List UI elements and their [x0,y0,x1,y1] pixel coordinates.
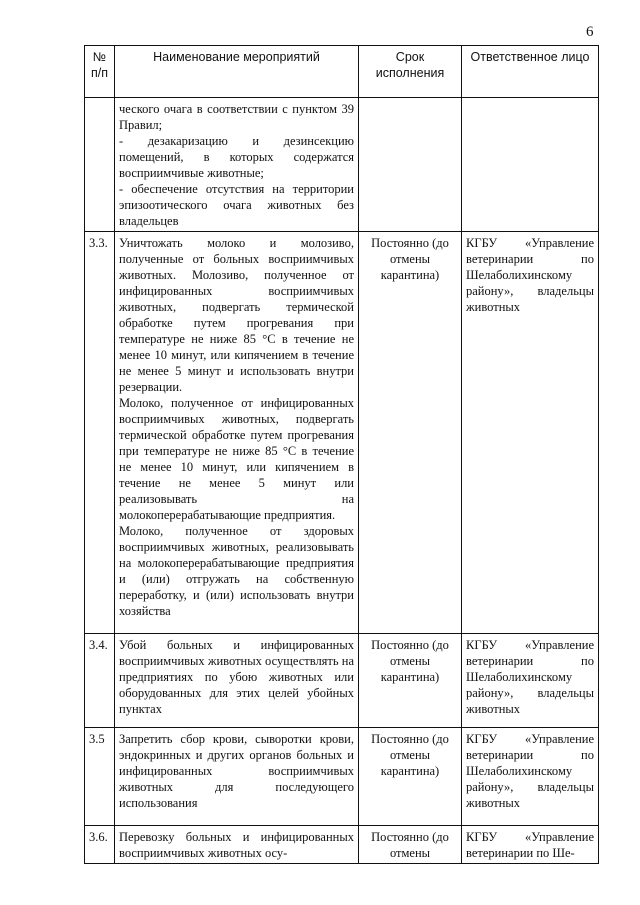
paragraph: Перевозку больных и инфицированных восприимчивых животных осу- [119,830,354,860]
paragraph: Молоко, полученное от здоровых восприимчивых животных, реализовывать на молокоперерабатывающие предприятия и (или) отгружать на собственную переработку, и (или) использовать внутри хозяйства [119,524,354,618]
table-row [85,634,599,728]
row-responsible: КГБУ «Управление ветеринарии по Шелаболихинскому району», владельцы животных [462,232,599,634]
paragraph: Запретить сбор крови, сыворотки крови, эндокринных и других органов больных и инфицированных восприимчивых животных для последующего использования [119,732,354,810]
table-row [85,826,599,864]
row-term: Постоянно (до отмены [359,826,462,864]
row-description [115,232,359,634]
row-term [359,98,462,232]
paragraph: - обеспечение отсутствия на территории эпизоотического очага животных без владельцев [119,182,354,228]
measures-table [84,45,599,864]
row-description [115,98,359,232]
row-responsible [462,98,599,232]
header-term: Срок исполнения [359,46,462,98]
row-responsible: КГБУ «Управление ветеринарии по Ше- [462,826,599,864]
row-description [115,826,359,864]
paragraph: - дезакаризацию и дезинсекцию помещений, в которых содержатся восприимчивые животные; [119,134,354,180]
header-num: № п/п [85,46,115,98]
header-name: Наименование мероприятий [115,46,359,98]
row-term: Постоянно (до отмены карантина) [359,728,462,826]
paragraph: Молоко, полученное от инфицированных восприимчивых животных, подвергать термической обработке путем прогревания при температуре не ниже 85 °С в течение не менее 10 минут, или кипячением в течение не менее 5 минут или реализовывать на молокоперерабатывающие предприятия. [119,396,354,522]
row-num: 3.4. [85,634,115,728]
row-description [115,728,359,826]
row-num [85,98,115,232]
header-responsible: Ответственное лицо [462,46,599,98]
row-num: 3.5 [85,728,115,826]
paragraph: ческого очага в соответствии с пунктом 39 Правил; [119,102,354,132]
row-num: 3.3. [85,232,115,634]
row-num: 3.6. [85,826,115,864]
row-term: Постоянно (до отмены карантина) [359,232,462,634]
table-row [85,98,599,232]
table-row [85,728,599,826]
table-row [85,232,599,634]
row-description [115,634,359,728]
paragraph: Убой больных и инфицированных восприимчивых животных осуществлять на предприятиях по убою животных или оборудованных для этих целей убойных пунктах [119,638,354,716]
page-number: 6 [586,24,594,40]
table-header-row [85,46,599,98]
row-responsible: КГБУ «Управление ветеринарии по Шелаболихинскому району», владельцы животных [462,634,599,728]
row-term: Постоянно (до отмены карантина) [359,634,462,728]
paragraph: Уничтожать молоко и молозиво, полученные от больных восприимчивых животных. Молозиво, полученное от инфицированных восприимчивых животных, подвергать термической обработке путем прогревания при температуре не ниже 85 °С в течение не менее 10 минут, или кипячением в течение не менее 5 минут и использовать внутри резервации. [119,236,354,394]
row-responsible: КГБУ «Управление ветеринарии по Шелаболихинскому району», владельцы животных [462,728,599,826]
